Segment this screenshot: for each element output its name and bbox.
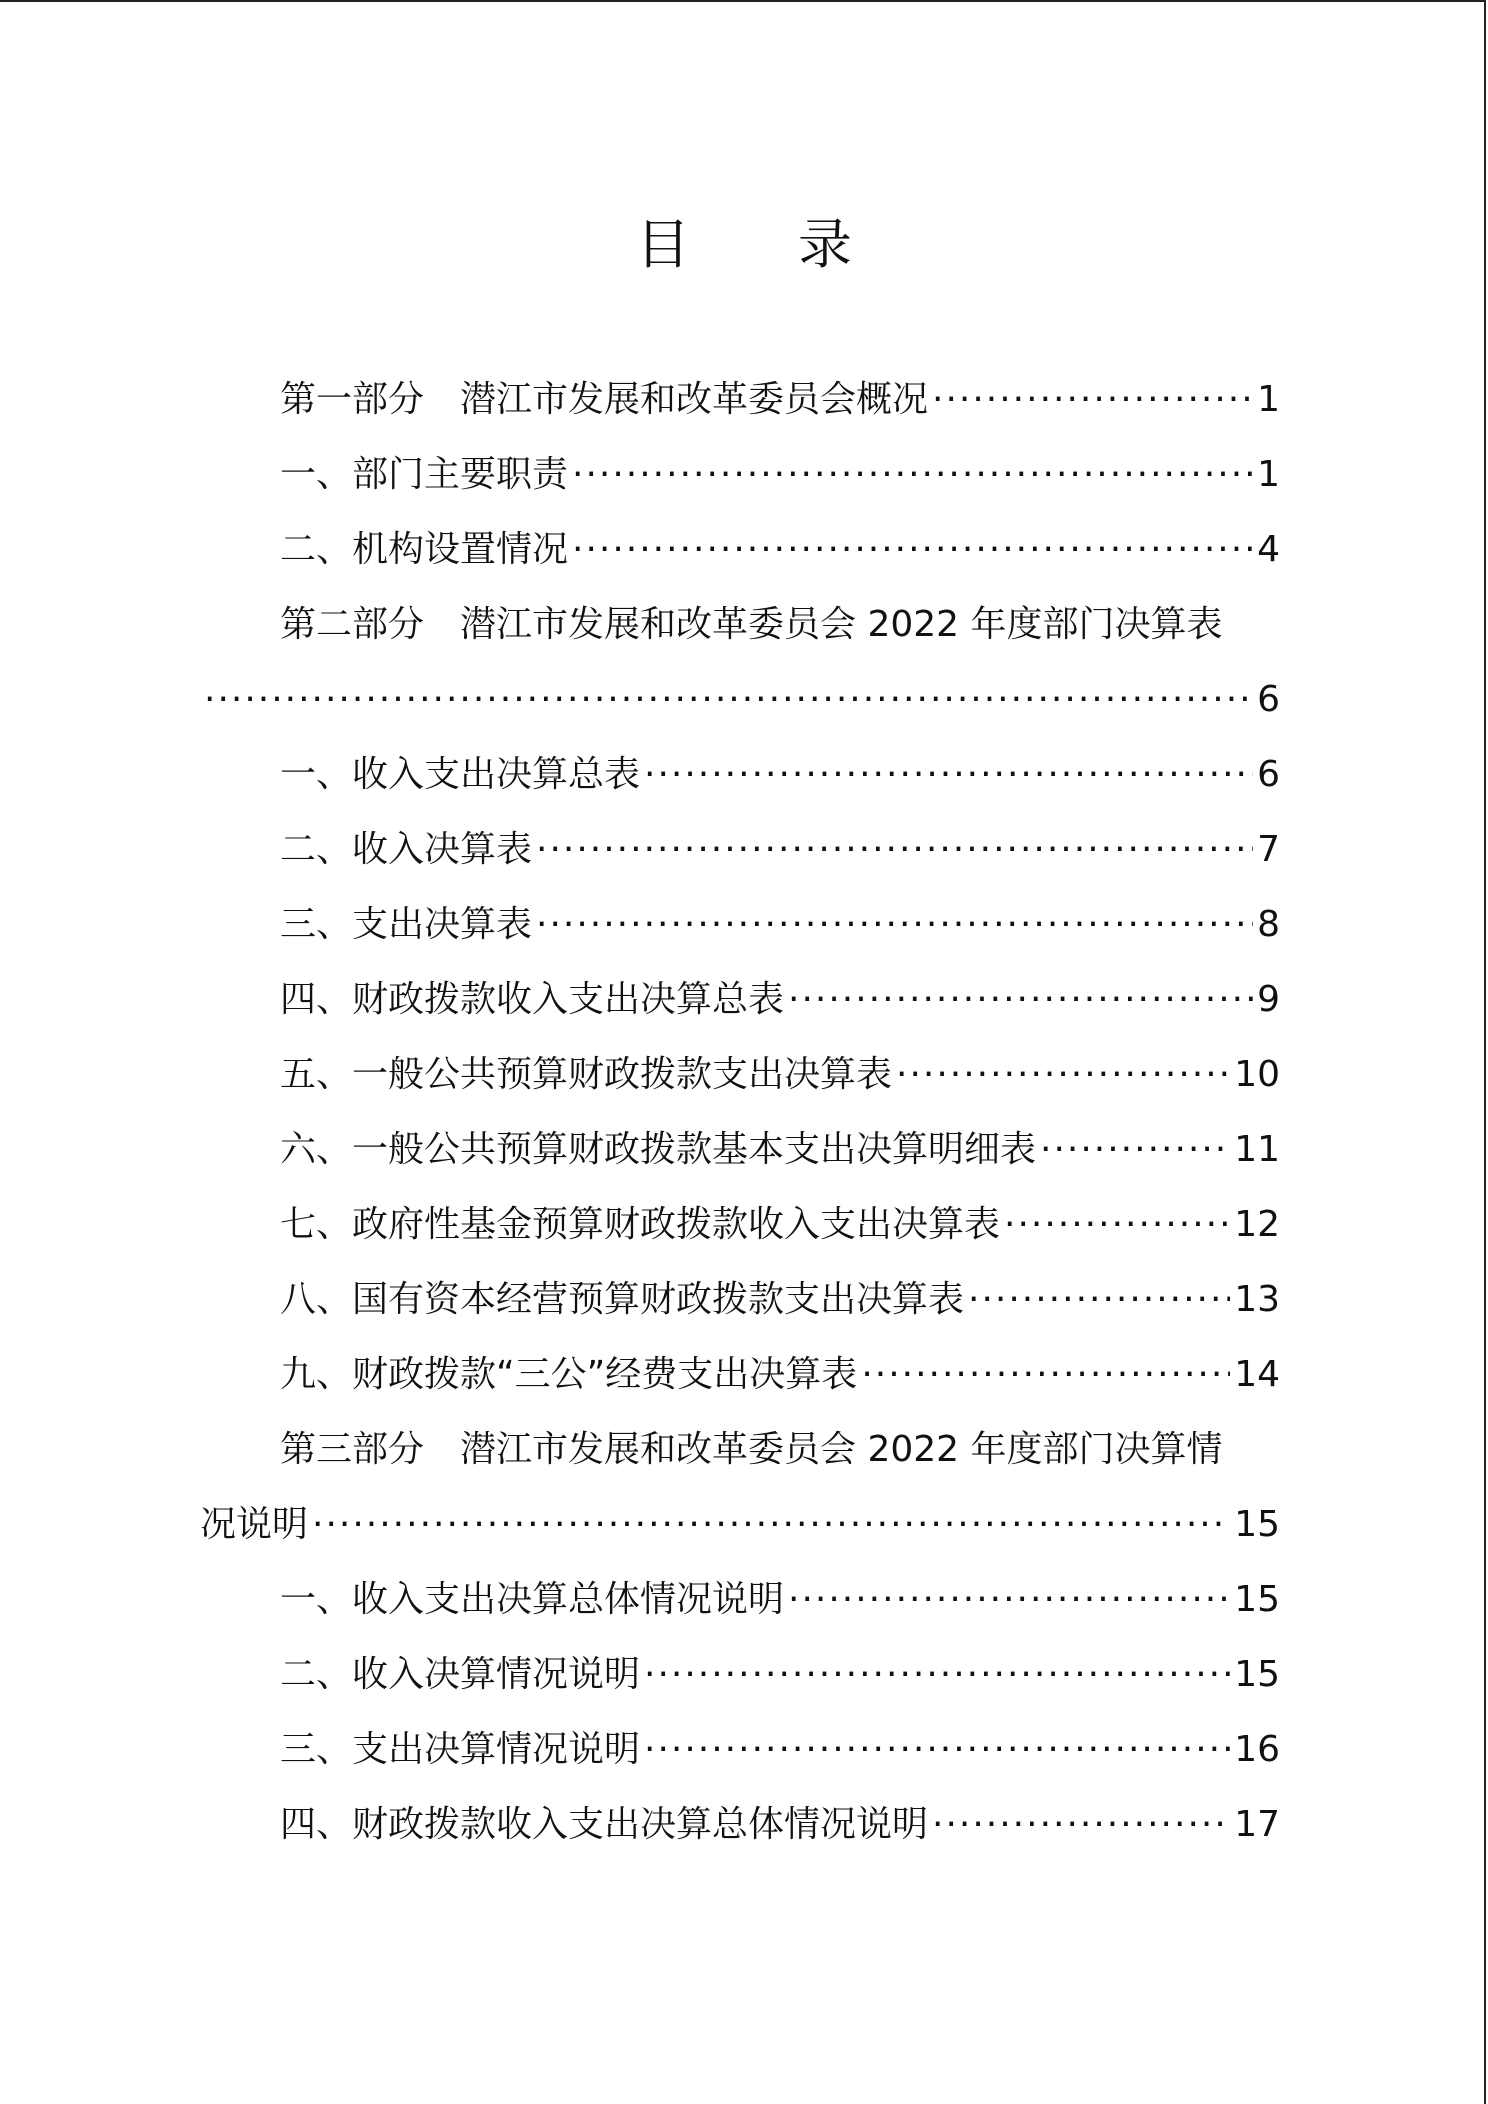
- toc-leader: [788, 962, 1253, 1037]
- toc-entry-text: 六、一般公共预算财政拨款基本支出决算明细表: [280, 1129, 1037, 1170]
- toc-entry[interactable]: [280, 1637, 1280, 1712]
- toc-entry-text: 况说明: [200, 1504, 309, 1545]
- toc-entry-page: 4: [1257, 529, 1280, 570]
- toc-leader: [861, 1337, 1230, 1412]
- toc-entry-page: 13: [1234, 1279, 1280, 1320]
- toc-entry-page: 11: [1234, 1129, 1280, 1170]
- toc-entry-page: 15: [1234, 1579, 1280, 1620]
- toc-entry-text: 七、政府性基金预算财政拨款收入支出决算表: [280, 1204, 1001, 1245]
- toc-entry-continuation[interactable]: [200, 662, 1280, 737]
- toc-leader: [572, 437, 1253, 512]
- toc-entry[interactable]: [280, 737, 1280, 812]
- toc-leader: [1040, 1112, 1230, 1187]
- toc-entry[interactable]: [280, 1187, 1280, 1262]
- toc-leader: [536, 887, 1253, 962]
- toc-leader: [644, 1712, 1230, 1787]
- toc-entry-page: 15: [1234, 1504, 1280, 1545]
- toc-entry-page: 15: [1234, 1654, 1280, 1695]
- toc-entry-page: 9: [1257, 979, 1280, 1020]
- toc-entry-text: 三、支出决算表: [280, 904, 533, 945]
- toc-entry-text: 二、收入决算表: [280, 829, 533, 870]
- toc-entry-text: 二、收入决算情况说明: [280, 1654, 641, 1695]
- toc-entry-text: 三、支出决算情况说明: [280, 1729, 641, 1770]
- toc-entry[interactable]: [280, 362, 1280, 437]
- toc-entry-wrapped-heading[interactable]: [280, 1412, 1300, 1487]
- toc-entry[interactable]: [280, 1112, 1280, 1187]
- toc-entry-text: 四、财政拨款收入支出决算总表: [280, 979, 785, 1020]
- toc-entry[interactable]: [280, 887, 1280, 962]
- toc-entry-text: 五、一般公共预算财政拨款支出决算表: [280, 1054, 893, 1095]
- toc-entry-text: 一、收入支出决算总表: [280, 754, 641, 795]
- toc-entry[interactable]: [280, 812, 1280, 887]
- toc-entry-page: 7: [1257, 829, 1280, 870]
- toc-entry[interactable]: [280, 1787, 1280, 1862]
- toc-leader: [1004, 1187, 1230, 1262]
- toc-entry-page: 6: [1257, 754, 1280, 795]
- toc-entry-text: 一、收入支出决算总体情况说明: [280, 1579, 785, 1620]
- toc-entry-text: 二、机构设置情况: [280, 529, 569, 570]
- toc-entry-wrapped-heading[interactable]: [280, 587, 1300, 662]
- toc-leader: [644, 1637, 1230, 1712]
- toc-entry[interactable]: [280, 1562, 1280, 1637]
- toc-entry-text: 第三部分 潜江市发展和改革委员会 2022 年度部门决算情: [280, 1429, 1223, 1470]
- toc-entry-text: 一、部门主要职责: [280, 454, 569, 495]
- toc-entry[interactable]: [280, 1337, 1280, 1412]
- toc-entry-page: 10: [1234, 1054, 1280, 1095]
- toc-entry[interactable]: [280, 1262, 1280, 1337]
- toc-entry-text: 第二部分 潜江市发展和改革委员会 2022 年度部门决算表: [280, 604, 1223, 645]
- page-title: 目 录: [636, 213, 852, 276]
- toc-entry-page: 6: [1257, 679, 1280, 720]
- toc-entry[interactable]: [280, 1712, 1280, 1787]
- toc-entry-page: 8: [1257, 904, 1280, 945]
- toc-leader: [932, 1787, 1230, 1862]
- toc-leader: [896, 1037, 1230, 1112]
- toc-leader: [644, 737, 1253, 812]
- toc-leader: [204, 662, 1253, 737]
- toc-entry-text: 八、国有资本经营预算财政拨款支出决算表: [280, 1279, 965, 1320]
- toc-entry[interactable]: [280, 1037, 1280, 1112]
- toc-entry-page: 17: [1234, 1804, 1280, 1845]
- toc-leader: [312, 1487, 1230, 1562]
- toc-entry-page: 1: [1257, 454, 1280, 495]
- toc-leader: [788, 1562, 1230, 1637]
- toc-entry-page: 12: [1234, 1204, 1280, 1245]
- toc-entry[interactable]: [280, 962, 1280, 1037]
- toc-entry-page: 14: [1234, 1354, 1280, 1395]
- toc-entry-text: 四、财政拨款收入支出决算总体情况说明: [280, 1804, 929, 1845]
- toc-leader: [536, 812, 1253, 887]
- toc-entry[interactable]: [280, 512, 1280, 587]
- toc-entry-text: 第一部分 潜江市发展和改革委员会概况: [280, 379, 929, 420]
- toc-entry-page: 16: [1234, 1729, 1280, 1770]
- toc-leader: [968, 1262, 1230, 1337]
- toc-entry[interactable]: [280, 437, 1280, 512]
- toc-entry-continuation[interactable]: [200, 1487, 1280, 1562]
- toc-leader: [932, 362, 1253, 437]
- toc-entry-page: 1: [1257, 379, 1280, 420]
- toc-leader: [572, 512, 1253, 587]
- toc-entry-text: 九、财政拨款“三公”经费支出决算表: [280, 1354, 858, 1395]
